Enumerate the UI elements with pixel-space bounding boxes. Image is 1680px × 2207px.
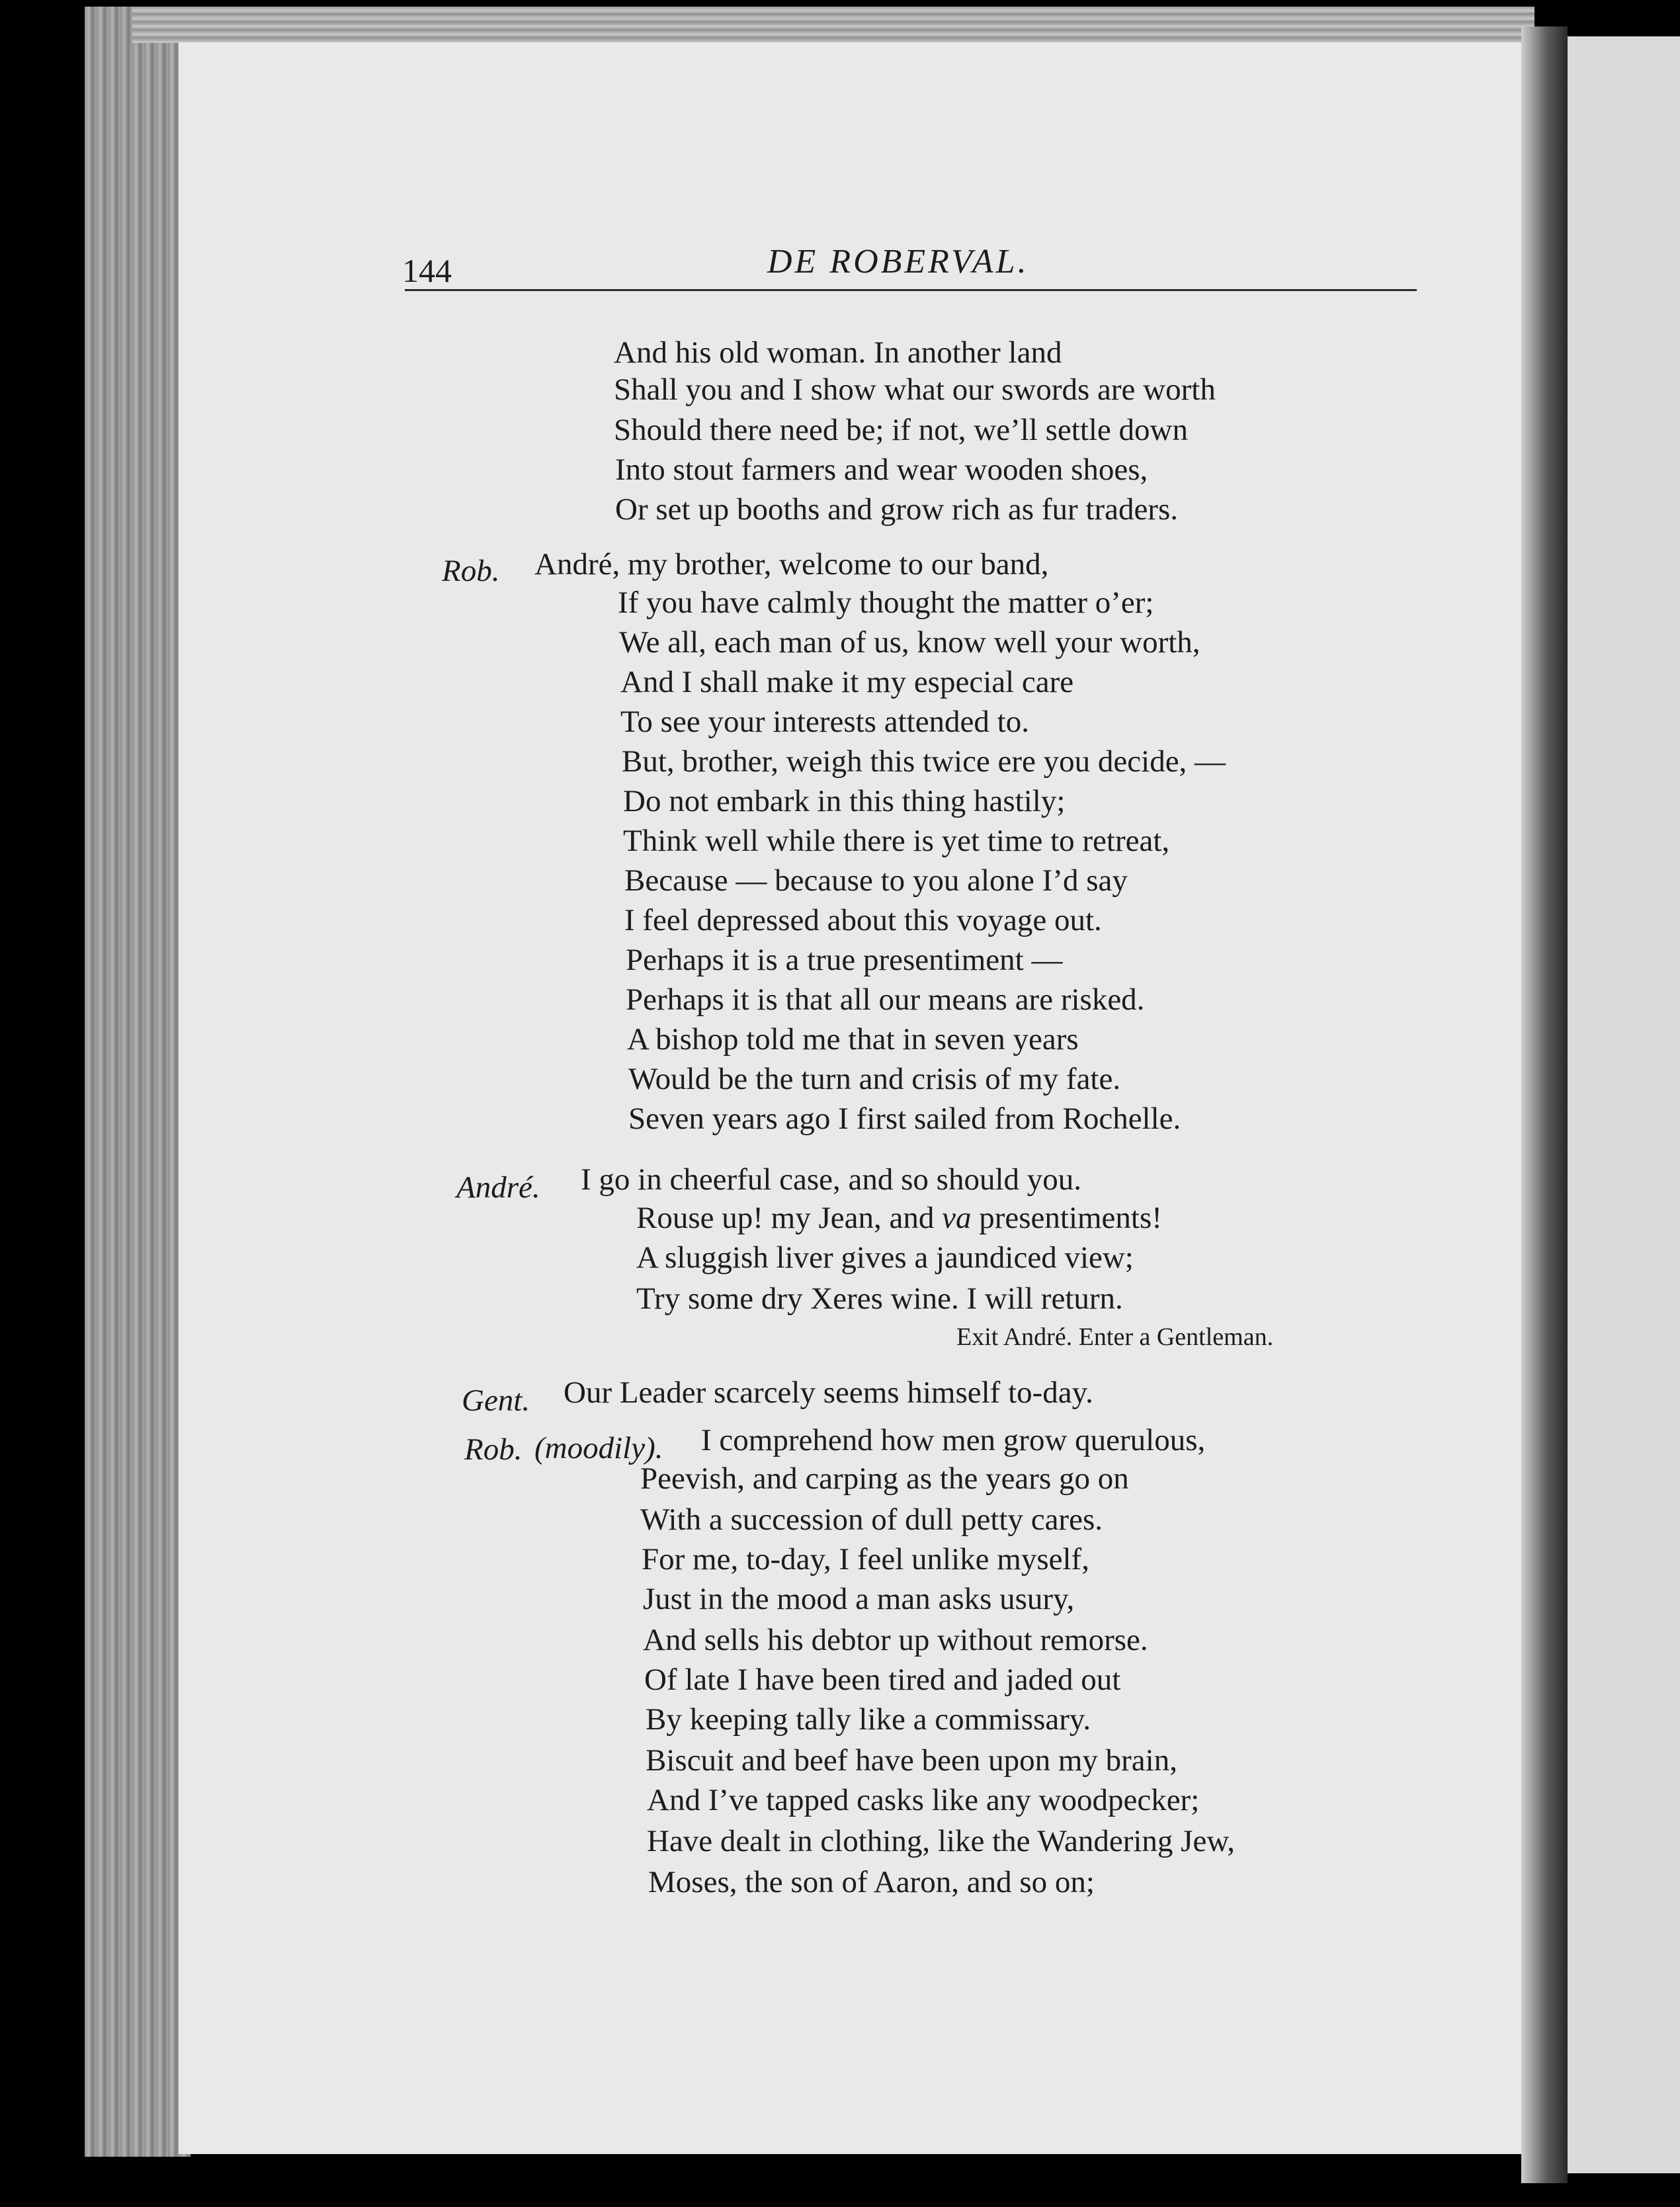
page-stack-edge: [85, 7, 190, 2157]
speaker-label: Gent.: [462, 1383, 530, 1418]
verse-line: With a succession of dull petty cares.: [640, 1502, 1103, 1537]
verse-line: But, brother, weigh this twice ere you decide, —: [622, 744, 1226, 779]
verse-line: I comprehend how men grow querulous,: [701, 1423, 1206, 1457]
emphasis-text: va: [942, 1201, 972, 1235]
stage-direction: Exit André. Enter a Gentleman.: [956, 1323, 1274, 1351]
verse-line: Peevish, and carping as the years go on: [640, 1461, 1129, 1496]
verse-line: Perhaps it is a true presentiment —: [626, 943, 1063, 977]
verse-line: And I shall make it my especial care: [620, 665, 1074, 699]
verse-line: [636, 1203, 1162, 1234]
verse-line: And sells his debtor up without remorse.: [643, 1623, 1148, 1657]
speaker-label: Rob.: [442, 554, 500, 588]
header-rule: [405, 289, 1417, 291]
verse-line: I feel depressed about this voyage out.: [624, 903, 1102, 937]
facing-page: [1561, 36, 1680, 2173]
verse-line: Try some dry Xeres wine. I will return.: [636, 1281, 1123, 1316]
verse-line: Biscuit and beef have been upon my brain,: [646, 1743, 1177, 1778]
page-stack-top-edge: [132, 7, 1534, 43]
verse-line: Of late I have been tired and jaded out: [644, 1663, 1121, 1697]
verse-line: To see your interests attended to.: [620, 705, 1029, 739]
verse-text: presentiments!: [971, 1201, 1162, 1235]
verse-line: Into stout farmers and wear wooden shoes,: [615, 453, 1148, 487]
verse-line: Think well while there is yet time to retreat,: [623, 824, 1170, 858]
verse-line: I go in cheerful case, and so should you.: [581, 1162, 1082, 1197]
verse-line: Would be the turn and crisis of my fate.: [628, 1062, 1121, 1096]
verse-line: André, my brother, welcome to our band,: [534, 547, 1049, 582]
speaker-label: Rob.: [464, 1432, 523, 1467]
verse-line: We all, each man of us, know well your worth,: [619, 625, 1200, 660]
verse-line: A bishop told me that in seven years: [627, 1022, 1079, 1057]
verse-line: And his old woman. In another land: [614, 335, 1062, 370]
verse-line: Seven years ago I first sailed from Rochelle.: [628, 1102, 1181, 1136]
verse-line: Our Leader scarcely seems himself to-day.: [564, 1375, 1093, 1410]
verse-line: And I’ve tapped casks like any woodpecker;: [647, 1783, 1200, 1817]
verse-line: If you have calmly thought the matter o’er;: [618, 585, 1154, 620]
speaker-label: André.: [456, 1170, 540, 1205]
stage-direction-inline: (moodily).: [534, 1431, 663, 1465]
verse-line: For me, to-day, I feel unlike myself,: [642, 1542, 1089, 1577]
verse-line: Perhaps it is that all our means are risked.: [626, 982, 1145, 1017]
page-number: 144: [402, 252, 452, 289]
verse-line: Have dealt in clothing, like the Wandering Jew,: [647, 1824, 1235, 1858]
verse-line: A sluggish liver gives a jaundiced view;: [636, 1240, 1134, 1275]
gutter-shadow: [1521, 26, 1568, 2183]
verse-line: Shall you and I show what our swords are worth: [614, 372, 1216, 407]
verse-line: Or set up booths and grow rich as fur traders.: [615, 492, 1179, 527]
verse-line: Should there need be; if not, we’ll settle down: [614, 413, 1188, 447]
running-head: DE ROBERVAL.: [767, 243, 1029, 281]
verse-line: Moses, the son of Aaron, and so on;: [648, 1865, 1095, 1899]
verse-line: Do not embark in this thing hastily;: [623, 784, 1066, 818]
verse-line: Just in the mood a man asks usury,: [643, 1582, 1075, 1616]
verse-line: By keeping tally like a commissary.: [646, 1702, 1091, 1737]
verse-line: Because — because to you alone I’d say: [624, 863, 1128, 898]
verse-text: Rouse up! my Jean, and: [636, 1201, 943, 1235]
